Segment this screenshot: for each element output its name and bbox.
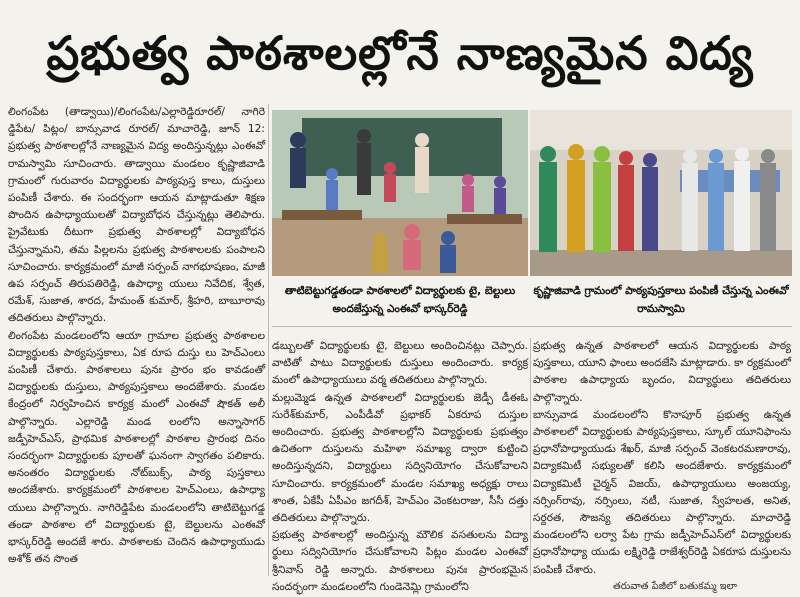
article-column-1 xyxy=(8,104,265,576)
paragraph: ప్రభుత్వ పాఠశాలల్లో అందిస్తున్న మౌలిక వసతులను విద్యా ర్థులు సద్వినియోగం చేసుకోవాలని పిట్లం మండల ఎంఈవో శ్రీనివాస్ రెడ్డి అన్నారు. పాఠశాలలు పునః ప్రారంభమైన సందర్భంగా మండలంలోని గుండెనెమ్లి గ్రామంలోని xyxy=(272,529,528,593)
paragraph: ప్రభుత్వ ఉన్నత పాఠశాలలో ఆయన విద్యార్థులకు పాఠ్య పుస్తకాలు, యూని ఫాంలు అందజేసి మాట్లాడారు. కా ర్యక్రమంలో పాఠశాల ఉపాధ్యాయ బృందం, విద్యార్థులు తదితరులు పాల్గొన్నారు. xyxy=(533,340,791,404)
column-divider xyxy=(268,104,269,576)
classroom-photo xyxy=(272,110,528,276)
distribution-photo xyxy=(530,110,792,276)
paragraph: మల్లుమ్మెడ ఉన్నత పాఠశాలలో విద్యార్థులకు జెడ్పీ డీఈఓ సురేశ్‌కుమార్, ఎంపీడీవో ప్రభాకర్ ఏకరూప దుస్తుల అందించారు. ప్రభుత్వ పాఠశాలల్లోని విద్యార్థులకు ప్రభుత్వం ఉచితంగా దుస్తులను మహిళా సమాఖ్య ద్వారా కుట్టించి అందిస్తున్నదని, విద్యార్థులు సద్వినియోగం చేసుకోవాలని సూచించారు. కార్యక్రమంలో మండల సమాఖ్య అధ్యక్షు రాలు శాంత, ఏకేపీ ఏపీఎం జగదీశ్, హెచ్‌ఎం వెంకటరాజు, సీసీ దత్తు తదితరులు పాల్గొన్నారు. xyxy=(272,391,528,525)
paragraph: లింగంపేట (తాడ్వాయి)/లింగంపేట/ఎల్లారెడ్డిరూరల్/ నాగిరె డ్డిపేట/ పిట్లం/ బాన్సువాడ రూరల్/ మాచారెడ్డి, జూన్ 12: ప్రభుత్వ పాఠశాలల్లోనే నాణ్యమైన విద్య అందిస్తున్నట్లు ఎంఈవో రామస్వామి సూచించారు. తాడ్వాయి మండలం కృష్ణాజివాడి గ్రామంలో గురువారం విద్యార్థులకు పాఠ్యపుస్త కాలు, దుస్తులు పంపిణీ చేశారు. ఈ సందర్భంగా ఆయన మాట్లాడుతూ శిక్షణ పొందిన ఉపాధ్యాయులతో విద్యాబోధన చేస్తున్నట్లు తెలిపారు. ప్రైవేటుకు దీటుగా ప్రభుత్వ పాఠశాలల్లో విద్యాబోధన చేస్తున్నామని, తమ పిల్లలను ప్రభుత్వ పాఠశాలలకు పంపాలని సూచించారు. కార్యక్రమంలో మాజీ సర్పంచ్ నాగభూషణం, మాజీ ఉప సర్పంచ్ తిరుపతిరెడ్డి, ఉపాధ్యా యులు నివేదిక, శ్వేత, రమేశ్, సుజాత, శారద, హేమంత్ కుమార్, శ్రీహరి, బాబూరావు తదితరులు పాల్గొన్నారు. xyxy=(8,106,265,325)
column-divider xyxy=(530,338,531,576)
article-column-3 xyxy=(533,338,791,578)
paragraph: లింగంపేట మండలంలోని ఆయా గ్రామాల ప్రభుత్వ పాఠశాలల విద్యార్థులకు పాఠ్యపుస్తకాలు, ఏక రూప దుస్తు లు హెచ్‌ఎంలు పంపిణీ చేశారు. పాఠశాలలు పునః ప్రారం భం కావడంతో విద్యార్థులకు దుస్తులు, పాఠ్యపుస్తకాలు అందజేశారు. మండల కేంద్రంలో నిర్వహించిన కార్యక్ర మంలో ఎంఈవో షౌకత్ అలీ పాల్గొన్నారు. ఎల్లారెడ్డి మండ లంలోని అన్నాసాగర్ జడ్పీహెచ్ఎస్, ప్రాథమిక పాఠశాలల్లో పాఠశాల ప్రారంభ దినం సందర్భంగా విద్యార్థులకు పూలతో ఘనంగా స్వాగతం పలికారు. అనంతరం విద్యార్థులకు నోట్‌బుక్స్, పాఠ్య పుస్తకాలు అందజేశారు. కార్యక్రమంలో పాఠశాలల హెచ్‌ఎంలు, ఉపాధ్యా యులు పాల్గొన్నారు. నాగిరెడ్డిపేట మండలంలోని తాటిబెట్టుగడ్డ తండా పాఠశాల లో విద్యార్థులకు టై, బెల్టులను ఎంఈవో భాస్కర్‌రెడ్డి అందజే శారు. పాఠశాలకు చెందిన ఉపాధ్యాయుడు అశోక్ తన సొంత xyxy=(8,329,265,566)
photo-1-caption: తాటిబెట్టుగడ్డతండా పాఠశాలలో విద్యార్థులకు టై, బెల్టులు అందజేస్తున్న ఎంఈవో భాస్కర్‌రెడ్డి xyxy=(284,285,516,315)
continued-note: తరువాత పేజీలో బతుకమ్మ ఇలా xyxy=(613,581,737,592)
headline: ప్రభుత్వ పాఠశాలల్లోనే నాణ్యమైన విద్య xyxy=(46,26,754,80)
caption-divider xyxy=(272,326,792,327)
paragraph: బాన్సువాడ మండలంలోని కొనాపూర్ ప్రభుత్వ ఉన్నత పాఠశాలలో విద్యార్థులకు పాఠ్యపుస్తకాలు, స్కూల్ యూనిఫాంను ప్రధానోపాధ్యాయుడు శేఖర్, మాజీ సర్పంచ్ వెంకటరమణారావు, విద్యాకమిటీ సభ్యులతో కలిసి అందజేశారు. కార్యక్రమంలో విద్యాకమిటీ చైర్మన్ విజయ్, ఉపాధ్యాయులు అంజయ్య, నర్సింగ్‌రావు, నర్సింలు, నటీ, సుజాత, స్వేహలత, అనిత, సర్దరత, సౌజన్య తదితరులు పాల్గొన్నారు. మాచారెడ్డి మండలంలోని లర్వా పేట గ్రామ జడ్పీహెచ్ఎస్‌లో విద్యార్థులకు ప్రధానోపాధ్యా యుడు లక్ష్మిరెడ్డి రాజేశ్వర్‌రెడ్డి ఏకరూప దుస్తులను పంపిణీ చేశారు. xyxy=(533,408,791,576)
paragraph: డబ్బులతో విద్యార్థులకు టై, బెల్టులు అందించినట్లు చెప్పారు. వాటితో పాటు విద్యార్థులకు దుస్తులు అందించారు. కార్యక్ర మంలో ఉపాధ్యాయులు వర్మ తదితరులు పాల్గొన్నారు. xyxy=(272,340,528,387)
article-column-2 xyxy=(272,338,528,593)
photo-2-caption: కృష్ణాజివాడి గ్రామంలో పాఠ్యపుస్తకాలు పంపిణీ చేస్తున్న ఎంఈవో రామస్వామి xyxy=(533,285,789,315)
